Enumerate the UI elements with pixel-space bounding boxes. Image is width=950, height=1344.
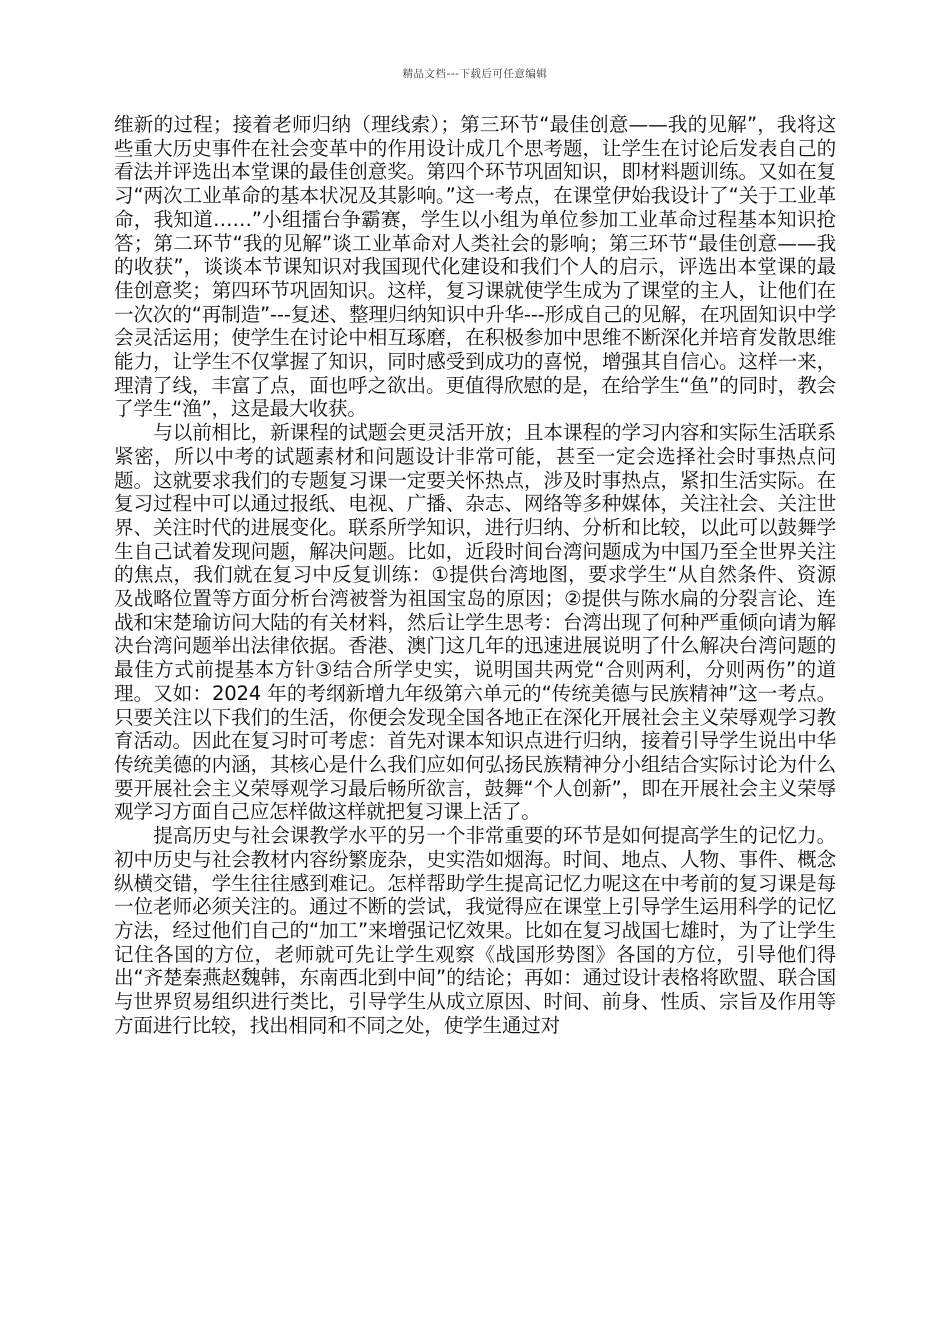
paragraph-3: 提高历史与社会课教学水平的另一个非常重要的环节是如何提高学生的记忆力。初中历史与社会教材内容纷繁庞杂，史实浩如烟海。时间、地点、人物、事件、概念纵横交错，学生往往感到难记。怎样帮助学生提高记忆力呢这在中考前的复习课是每一位老师必须关注的。通过不断的尝试，我觉得应在课堂上引导学生运用科学的记忆方法，经过他们自己的“加工”来增强记忆效果。比如在复习战国七雄时，为了让学生记住各国的方位，老师就可先让学生观察《战国形势图》各国的方位，引导他们得出“齐楚秦燕赵魏韩，东南西北到中间”的结论；再如：通过设计表格将欧盟、联合国与世界贸易组织进行类比，引导学生从成立原因、时间、前身、性质、宗旨及作用等方面进行比较，找出相同和不同之处，使学生通过对 <box>114 824 836 1037</box>
paragraph-2: 与以前相比，新课程的试题会更灵活开放；且本课程的学习内容和实际生活联系紧密，所以中考的试题素材和问题设计非常可能，甚至一定会选择社会时事热点问题。这就要求我们的专题复习课一定要关怀热点，涉及时事热点，紧扣生活实际。在复习过程中可以通过报纸、电视、广播、杂志、网络等多种媒体，关注社会、关注世界、关注时代的进展变化。联系所学知识，进行归纳、分析和比较，以此可以鼓舞学生自己试着发现问题，解决问题。比如，近段时间台湾问题成为中国乃至全世界关注的焦点，我们就在复习中反复训练：①提供台湾地图，要求学生“从自然条件、资源及战略位置等方面分析台湾被誉为祖国宝岛的原因；②提供与陈水扁的分裂言论、连战和宋楚瑜访问大陆的有关材料，然后让学生思考：台湾出现了何种严重倾向请为解决台湾问题举出法律依据。香港、澳门这几年的迅速进展说明了什么解决台湾问题的最佳方式前提基本方针③结合所学史实，说明国共两党“合则两利，分则两伤”的道理。又如：2024 年的考纲新增九年级第六单元的“传统美德与民族精神”这一考点。只要关注以下我们的生活，你便会发现全国各地正在深化开展社会主义荣辱观学习教育活动。因此在复习时可考虑：首先对课本知识点进行归纳，接着引导学生说出中华传统美德的内涵，其核心是什么我们应如何弘扬民族精神分小组结合实际讨论为什么要开展社会主义荣辱观学习最后畅所欲言，鼓舞“个人创新”，即在开展社会主义荣辱观学习方面自己应怎样做这样就把复习课上活了。 <box>114 421 836 824</box>
page-header: 精品文档---下载后可任意编辑 <box>402 68 548 80</box>
body-text <box>114 113 836 1037</box>
paragraph-1: 维新的过程；接着老师归纳（理线索）；第三环节“最佳创意——我的见解”，我将这些重大历史事件在社会变革中的作用设计成几个思考题，让学生在讨论后发表自己的看法并评选出本堂课的最佳创意奖。第四个环节巩固知识，即材料题训练。又如在复习“两次工业革命的基本状况及其影响。”这一考点，在课堂伊始我设计了“关于工业革命，我知道……”小组擂台争霸赛，学生以小组为单位参加工业革命过程基本知识抢答；第二环节“我的见解”谈工业革命对人类社会的影响；第三环节“最佳创意——我的收获”，谈谈本节课知识对我国现代化建设和我们个人的启示，评选出本堂课的最佳创意奖；第四环节巩固知识。这样，复习课就使学生成为了课堂的主人，让他们在一次次的“再制造”---复述、整理归纳知识中升华---形成自己的见解，在巩固知识中学会灵活运用；使学生在讨论中相互琢磨，在积极参加中思维不断深化并培育发散思维能力，让学生不仅掌握了知识，同时感受到成功的喜悦，增强其自信心。这样一来，理清了线，丰富了点，面也呼之欲出。更值得欣慰的是，在给学生“鱼”的同时，教会了学生“渔”，这是最大收获。 <box>114 113 836 421</box>
